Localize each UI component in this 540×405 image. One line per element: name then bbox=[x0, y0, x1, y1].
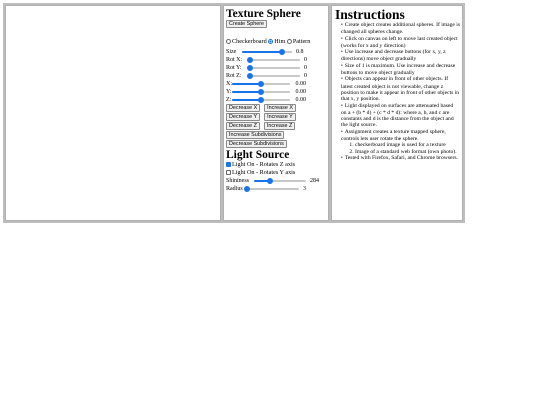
list-item bbox=[341, 49, 460, 63]
create-sphere-button[interactable]: Create Sphere bbox=[226, 20, 267, 28]
z-label: Z: bbox=[226, 97, 232, 103]
controls-panel bbox=[223, 5, 329, 221]
instruction-text: Size of 1 is maximum. Use increase and decrease buttons to move object gradually bbox=[341, 62, 456, 77]
light-z-checkbox[interactable] bbox=[226, 162, 231, 167]
list-item bbox=[341, 36, 460, 50]
instructions-panel bbox=[331, 5, 463, 221]
radius-slider[interactable] bbox=[247, 188, 299, 190]
y-slider-row bbox=[226, 88, 326, 96]
radio-checkerboard-label: Checkerboard bbox=[232, 38, 267, 45]
rot-x-slider[interactable] bbox=[250, 59, 300, 61]
size-label: Size bbox=[226, 49, 237, 55]
light-toggle-y-row bbox=[226, 169, 326, 177]
radio-pattern-label: Pattern bbox=[292, 38, 311, 45]
main-table bbox=[3, 3, 465, 223]
increase-z-button[interactable]: Increase Z bbox=[264, 122, 295, 130]
texture-radio-group bbox=[226, 38, 326, 46]
sub-list bbox=[341, 142, 460, 155]
light-y-label: Light On - Rotates Y axis bbox=[232, 169, 296, 176]
instruction-text: Tested with Firefox, Safari, and Chrome browsers. bbox=[344, 154, 458, 161]
light-toggle-z-row bbox=[226, 161, 326, 169]
bullet-icon: • bbox=[341, 50, 343, 56]
size-value: 0.8 bbox=[296, 49, 304, 55]
z-slider[interactable] bbox=[232, 99, 290, 101]
list-item bbox=[341, 63, 460, 77]
rot-x-value: 0 bbox=[304, 57, 307, 63]
rot-x-label: Rot X: bbox=[226, 57, 243, 63]
x-slider-row bbox=[226, 80, 326, 88]
rot-z-value: 0 bbox=[304, 73, 307, 79]
shininess-label: Shininess bbox=[226, 178, 250, 184]
instruction-text: Click on canvas on left to move last created object (works for x and y direction) bbox=[341, 35, 458, 49]
instruction-text: Use increase and decrease buttons (for x, y, z directions) move object gradually bbox=[341, 49, 446, 63]
y-value: 0.00 bbox=[295, 89, 306, 95]
shininess-slider-thumb[interactable] bbox=[267, 178, 273, 184]
decrease-x-button[interactable]: Decrease X bbox=[226, 104, 260, 112]
light-z-label: Light On - Rotates Z axis bbox=[232, 161, 296, 168]
size-slider-row bbox=[226, 48, 326, 56]
rot-y-value: 0 bbox=[304, 65, 307, 71]
radius-label: Radius bbox=[226, 186, 243, 192]
radio-him-label: Him bbox=[274, 38, 286, 45]
shininess-value: 284 bbox=[310, 178, 319, 184]
radio-him[interactable] bbox=[268, 38, 285, 45]
bullet-icon: • bbox=[341, 103, 343, 109]
radius-slider-thumb[interactable] bbox=[244, 186, 250, 192]
rot-y-slider[interactable] bbox=[250, 67, 300, 69]
list-item bbox=[341, 76, 460, 102]
instructions-list bbox=[335, 22, 460, 162]
rot-z-slider[interactable] bbox=[250, 75, 300, 77]
light-source-heading: Light Source bbox=[226, 149, 290, 161]
decrease-z-button[interactable]: Decrease Z bbox=[226, 122, 260, 130]
rot-z-slider-row bbox=[226, 72, 326, 80]
rot-x-slider-thumb[interactable] bbox=[247, 57, 253, 63]
y-slider-thumb[interactable] bbox=[258, 89, 264, 95]
rot-x-slider-row bbox=[226, 56, 326, 64]
y-label: Y: bbox=[226, 89, 232, 95]
y-slider-fill bbox=[232, 91, 261, 93]
light-y-checkbox[interactable] bbox=[226, 170, 231, 175]
x-slider-fill bbox=[232, 83, 261, 85]
instruction-text: Assignment creates a texture mapped sphere, controls lets user rotate the sphere. bbox=[341, 128, 446, 143]
z-value: 0.00 bbox=[295, 97, 306, 103]
decrease-y-button[interactable]: Decrease Y bbox=[226, 113, 260, 121]
z-slider-row bbox=[226, 96, 326, 104]
instruction-text: Objects can appear in front of other objects. If latest created object is not viewable, change z position to make it appear in front of other objects in that x, y position. bbox=[341, 76, 460, 103]
decrease-subdivisions-button[interactable]: Decrease Subdivisions bbox=[226, 140, 287, 148]
shininess-slider-row bbox=[226, 177, 326, 185]
size-slider-thumb[interactable] bbox=[279, 49, 285, 55]
bullet-icon: • bbox=[341, 63, 343, 69]
sub-list-item: 1. checkerboard image is used for a texture bbox=[355, 142, 460, 148]
instruction-text: Create object creates additional spheres. If image is changed all spheres change. bbox=[341, 22, 461, 36]
bullet-icon: • bbox=[341, 77, 343, 83]
list-item bbox=[341, 155, 460, 162]
rot-y-slider-thumb[interactable] bbox=[247, 65, 253, 71]
size-slider[interactable] bbox=[242, 51, 292, 53]
bullet-icon: • bbox=[341, 36, 343, 42]
radius-value: 3 bbox=[303, 186, 306, 192]
list-item bbox=[341, 22, 460, 36]
y-slider[interactable] bbox=[232, 91, 290, 93]
size-slider-fill bbox=[242, 51, 282, 53]
x-slider[interactable] bbox=[232, 83, 290, 85]
increase-y-button[interactable]: Increase Y bbox=[264, 113, 296, 121]
radius-slider-row bbox=[226, 185, 326, 193]
x-slider-thumb[interactable] bbox=[258, 81, 264, 87]
x-label: X: bbox=[226, 81, 232, 87]
shininess-slider[interactable] bbox=[254, 180, 306, 182]
radio-him-circle[interactable] bbox=[268, 39, 273, 44]
bullet-icon: • bbox=[341, 155, 343, 161]
rot-z-label: Rot Z: bbox=[226, 73, 242, 79]
radio-pattern[interactable] bbox=[287, 38, 311, 45]
rot-y-label: Rot Y: bbox=[226, 65, 242, 71]
sub-list-item: 2. Image of a standard web format (own photo). bbox=[355, 149, 460, 155]
bullet-icon: • bbox=[341, 23, 343, 28]
bullet-icon: • bbox=[341, 129, 343, 135]
increase-x-button[interactable]: Increase X bbox=[264, 104, 296, 112]
texture-sphere-heading: Texture Sphere bbox=[226, 8, 301, 20]
webgl-canvas[interactable] bbox=[5, 5, 221, 221]
z-slider-fill bbox=[232, 99, 261, 101]
instruction-text: Light displayed on surfaces are attenuated based on a + (b * d) + (c * d * d): where a, b, and c are constants and d is the distance from the object and the light source. bbox=[341, 102, 454, 129]
x-value: 0.00 bbox=[295, 81, 306, 87]
list-item bbox=[341, 129, 460, 155]
increase-subdivisions-button[interactable]: Increase Subdivisions bbox=[226, 131, 284, 139]
radio-pattern-circle[interactable] bbox=[287, 39, 292, 44]
rot-z-slider-thumb[interactable] bbox=[247, 73, 253, 79]
instructions-heading: Instructions bbox=[335, 7, 405, 22]
radio-checkerboard[interactable] bbox=[226, 38, 267, 45]
list-item bbox=[341, 103, 460, 129]
rot-y-slider-row bbox=[226, 64, 326, 72]
z-slider-thumb[interactable] bbox=[258, 97, 264, 103]
radio-checkerboard-circle[interactable] bbox=[226, 39, 231, 44]
